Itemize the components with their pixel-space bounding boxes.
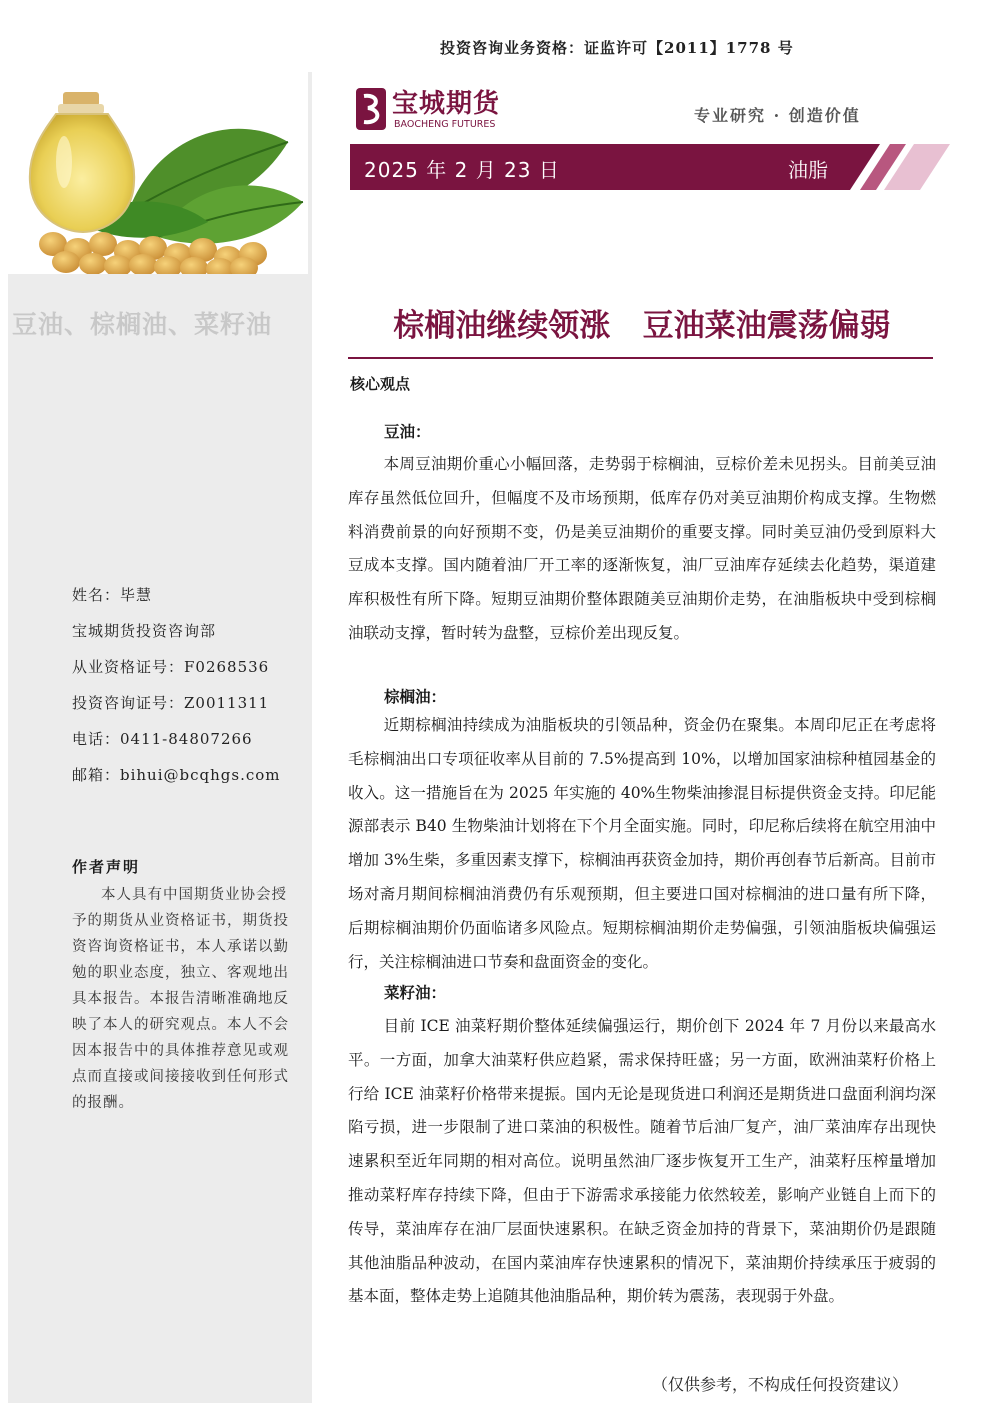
report-date: 2025 年 2 月 23 日 (364, 158, 560, 182)
disclaimer: （仅供参考，不构成任何投资建议） (652, 1375, 909, 1394)
palm-oil-paragraph: 近期棕榈油持续成为油脂板块的引领品种，资金仍在聚集。本周印尼正在考虑将毛棕榈油出口专项征收率从目前的 7.5%提高到 10%，以增加国家油棕种植园基金的收入。这一措施旨在为 2025 年实施的 40%生物柴油掺混目标提供资金支持。印尼能源部表示 B40 生物柴油计划将在下个月全面实施。同时，印尼称后续将在航空用油中增加 3%生柴，多重因素支撑下，棕榈油再获资金加持，期价再创春节后新高。目前市场对斋月期间棕榈油消费仍有乐观预期，但主要进口国对棕榈油的进口量有所下降，后期棕榈油期价仍面临诸多风险点。短期棕榈油期价走势偏强，引领油脂板块偏强运行，关注棕榈油进口节奏和盘面资金的变化。 (348, 716, 936, 971)
soybean-oil-heading: 豆油： (384, 422, 431, 441)
sidebar-top (8, 0, 312, 72)
author-email[interactable]: 邮箱：bihui@bcqhgs.com (72, 766, 281, 784)
author-phone: 电话：0411-84807266 (72, 730, 253, 748)
rapeseed-oil-heading: 菜籽油： (384, 983, 447, 1002)
company-name-en: BAOCHENG FUTURES (394, 119, 496, 130)
rapeseed-oil-paragraph: 目前 ICE 油菜籽期价整体延续偏强运行，期价创下 2024 年 7 月份以来最高水平。一方面，加拿大油菜籽供应趋紧，需求保持旺盛；另一方面，欧洲油菜籽价格上行给 ICE 油菜籽价格带来提振。国内无论是现货进口利润还是期货进口盘面利润均深陷亏损，进一步限制了进口菜油的积极性。随着节后油厂复产，油厂菜油库存出现快速累积至近年同期的相对高位。说明虽然油厂逐步恢复开工生产，油菜籽压榨量增加推动菜籽库存持续下降，但由于下游需求承接能力依然较差，影响产业链自上而下的传导，菜油库存在油厂层面快速累积。在缺乏资金加持的背景下，菜油期价仍是跟随其他油脂品种波动，在国内菜油库存快速累积的情况下，菜油期价持续承压于疲弱的基本面，整体走势上追随其他油脂品种，期价转为震荡，表现弱于外盘。 (348, 1017, 936, 1306)
author-contact (72, 584, 281, 800)
consulting-license: 投资咨询证号：Z0011311 (72, 694, 270, 712)
report-title: 棕榈油继续领涨 豆油菜油震荡偏弱 (393, 308, 891, 344)
title-divider (348, 357, 933, 359)
soybean-oil-paragraph: 本周豆油期价重心小幅回落，走势弱于棕榈油，豆棕价差未见拐头。目前美豆油库存虽然低位回升，但幅度不及市场预期，低库存仍对美豆油期价构成支撑。生物燃料消费前景的向好预期不变，仍是美豆油期价的重要支撑。同时美豆油仍受到原料大豆成本支撑。国内随着油厂开工率的逐渐恢复，油厂豆油库存延续去化趋势，渠道建库积极性有所下降。短期豆油期价整体跟随美豆油期价走势，在油脂板块中受到棕榈油联动支撑，暂时转为盘整，豆棕价差出现反复。 (348, 455, 936, 642)
author-name: 姓名：毕慧 (72, 586, 153, 604)
sidebar-topic: 豆油、棕榈油、菜籽油 (12, 310, 273, 339)
core-view-label: 核心观点 (350, 375, 411, 393)
company-name-cn: 宝城期货 (392, 89, 501, 119)
slogan: 专业研究 · 创造价值 (694, 106, 861, 125)
report-category: 油脂 (788, 158, 828, 182)
author-department: 宝城期货投资咨询部 (72, 622, 217, 640)
statement-body: 本人具有中国期货业协会授予的期货从业资格证书，期货投资咨询资格证书，本人承诺以勤勉的职业态度，独立、客观地出具本报告。本报告清晰准确地反映了本人的研究观点。本人不会因本报告中的具体推荐意见或观点而直接或间接接收到任何形式的报酬。 (72, 887, 289, 1111)
statement-title: 作者声明 (72, 858, 141, 876)
palm-oil-heading: 棕榈油： (384, 687, 447, 706)
license-line: 投资咨询业务资格：证监许可【2011】1778 号 (440, 39, 794, 57)
hero-image-soybean-oil (8, 72, 308, 274)
practice-license: 从业资格证号：F0268536 (72, 658, 270, 676)
